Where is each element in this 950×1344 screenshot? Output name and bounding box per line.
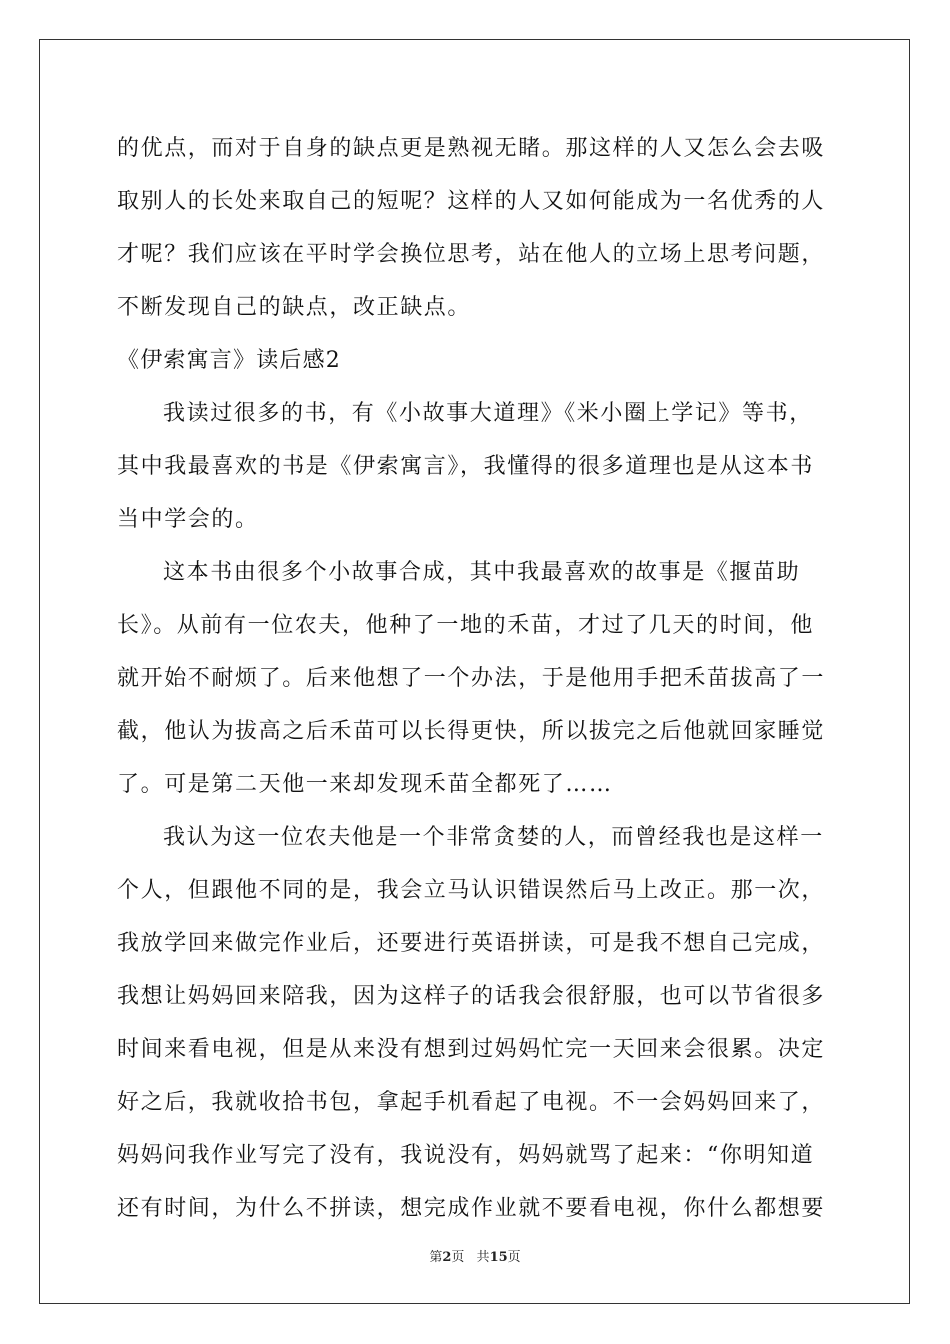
section-heading: 《伊索寓言》读后感2 [117,348,341,373]
body-line: 还有时间，为什么不拼读，想完成作业就不要看电视，你什么都想要 [117,1196,826,1221]
body-line: 当中学会的。 [117,507,259,532]
page-prefix: 第 [429,1250,443,1265]
body-line: 不断发现自己的缺点，改正缺点。 [117,295,472,320]
page-footer [0,1246,950,1265]
paragraph-start-line: 这本书由很多个小故事合成，其中我最喜欢的故事是《揠苗助 [163,560,801,585]
body-line: 取别人的长处来取自己的短呢？这样的人又如何能成为一名优秀的人 [117,189,826,214]
paragraph-start-line: 我认为这一位农夫他是一个非常贪婪的人，而曾经我也是这样一 [163,825,824,850]
page-indicator [429,1250,464,1265]
page-suffix: 页 [451,1250,465,1265]
total-pages-indicator [477,1250,521,1265]
paragraph-start-line: 我读过很多的书，有《小故事大道理》《米小圈上学记》等书， [163,401,813,426]
body-line: 时间来看电视，但是从来没有想到过妈妈忙完一天回来会很累。决定 [117,1037,826,1062]
total-prefix: 共 [476,1250,490,1265]
body-line: 就开始不耐烦了。后来他想了一个办法，于是他用手把禾苗拔高了一 [117,666,826,691]
body-line: 好之后，我就收拾书包，拿起手机看起了电视。不一会妈妈回来了， [117,1090,826,1115]
body-line: 妈妈问我作业写完了没有，我说没有，妈妈就骂了起来：“你明知道 [117,1143,815,1168]
body-line: 我想让妈妈回来陪我，因为这样子的话我会很舒服，也可以节省很多 [117,984,826,1009]
body-line: 了。可是第二天他一来却发现禾苗全都死了…… [117,772,613,797]
document-body [117,122,833,1235]
body-line: 才呢？我们应该在平时学会换位思考，站在他人的立场上思考问题， [117,242,826,267]
total-suffix: 页 [507,1250,521,1265]
body-line: 个人，但跟他不同的是，我会立马认识错误然后马上改正。那一次， [117,878,826,903]
body-line: 截，他认为拔高之后禾苗可以长得更快，所以拔完之后他就回家睡觉 [117,719,826,744]
body-line: 的优点，而对于自身的缺点更是熟视无睹。那这样的人又怎么会去吸 [117,136,826,161]
total-pages-number: 15 [489,1250,508,1265]
body-line: 长》。从前有一位农夫，他种了一地的禾苗，才过了几天的时间，他 [117,613,815,638]
current-page-number: 2 [442,1250,452,1265]
body-line: 我放学回来做完作业后，还要进行英语拼读，可是我不想自己完成， [117,931,826,956]
body-line: 其中我最喜欢的书是《伊索寓言》，我懂得的很多道理也是从这本书 [117,454,815,479]
